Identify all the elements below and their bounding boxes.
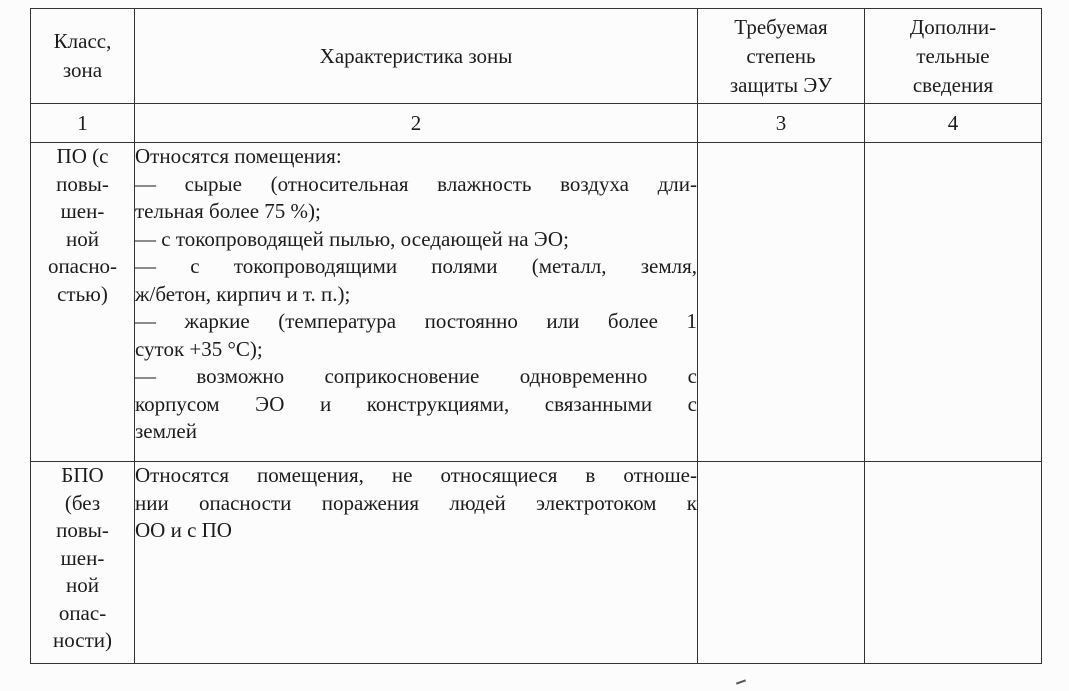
cell-line: Относятся помещения: xyxy=(135,144,342,168)
cell-line: ности) xyxy=(53,628,112,652)
header-text: зона xyxy=(62,58,103,82)
column-number: 1 xyxy=(31,104,135,143)
cell-line: стью) xyxy=(57,281,108,306)
protection-degree-cell xyxy=(698,143,865,462)
protection-degree-cell xyxy=(698,462,865,664)
cell-line: — жаркие (температура постоянно или более 1 xyxy=(135,309,697,333)
cell-line: опас- xyxy=(58,600,107,625)
header-text: тельные xyxy=(916,43,990,68)
additional-info-cell xyxy=(865,143,1042,462)
cell-line: — с токопроводящими полями (металл, земля, xyxy=(135,254,697,278)
cell-line: ОО и с ПО xyxy=(135,518,232,542)
cell-line: корпусом ЭО и конструкциями, связанными с xyxy=(135,391,697,416)
cell-line: повы- xyxy=(56,518,109,542)
header-text: защиты ЭУ xyxy=(729,72,833,97)
cell-line: (без xyxy=(64,490,101,515)
header-additional-info xyxy=(865,9,1042,104)
column-number: 4 xyxy=(865,104,1042,143)
cell-line: землей xyxy=(135,419,197,443)
cell-line: повы- xyxy=(56,171,109,196)
cell-line: — сырые (относительная влажность воздуха дли- xyxy=(135,171,697,196)
scan-artifact-mark xyxy=(736,679,746,684)
table-row xyxy=(31,462,1042,664)
zone-characteristic-cell xyxy=(135,462,698,664)
table-row xyxy=(31,143,1042,462)
header-text: Класс, xyxy=(53,29,112,53)
cell-line: Относятся помещения, не относящиеся в отноше- xyxy=(135,463,697,487)
cell-line: — с токопроводящей пылью, оседающей на ЭО; xyxy=(135,226,569,251)
cell-line: суток +35 °С); xyxy=(135,336,263,361)
header-text: Требуемая xyxy=(734,14,828,39)
cell-line: шен- xyxy=(60,199,105,223)
cell-line: ной xyxy=(66,226,99,251)
header-protection-degree xyxy=(698,9,865,104)
column-number-row xyxy=(31,104,1042,143)
header-text: Дополни- xyxy=(909,14,997,39)
column-number: 3 xyxy=(698,104,865,143)
zone-class-cell xyxy=(31,462,135,664)
zone-classification-table xyxy=(30,8,1042,664)
zone-class-cell xyxy=(31,143,135,462)
cell-line: тельная более 75 %); xyxy=(135,199,321,223)
column-number: 2 xyxy=(135,104,698,143)
header-zone-characteristic xyxy=(135,9,698,104)
header-text: Характеристика зоны xyxy=(319,43,513,68)
header-text: сведения xyxy=(912,72,994,97)
cell-line: — возможно соприкосновение одновременно с xyxy=(135,364,697,388)
cell-line: опасно- xyxy=(47,254,118,278)
cell-line: ПО (с xyxy=(56,144,109,168)
header-text: степень xyxy=(746,43,816,68)
header-class-zone xyxy=(31,9,135,104)
cell-line: ж/бетон, кирпич и т. п.); xyxy=(135,281,351,306)
cell-line: шен- xyxy=(60,545,105,570)
header-row xyxy=(31,9,1042,104)
zone-characteristic-cell xyxy=(135,143,698,462)
additional-info-cell xyxy=(865,462,1042,664)
cell-line: нии опасности поражения людей электротоком к xyxy=(135,490,697,515)
cell-line: ной xyxy=(66,573,99,597)
cell-line: БПО xyxy=(61,463,104,487)
